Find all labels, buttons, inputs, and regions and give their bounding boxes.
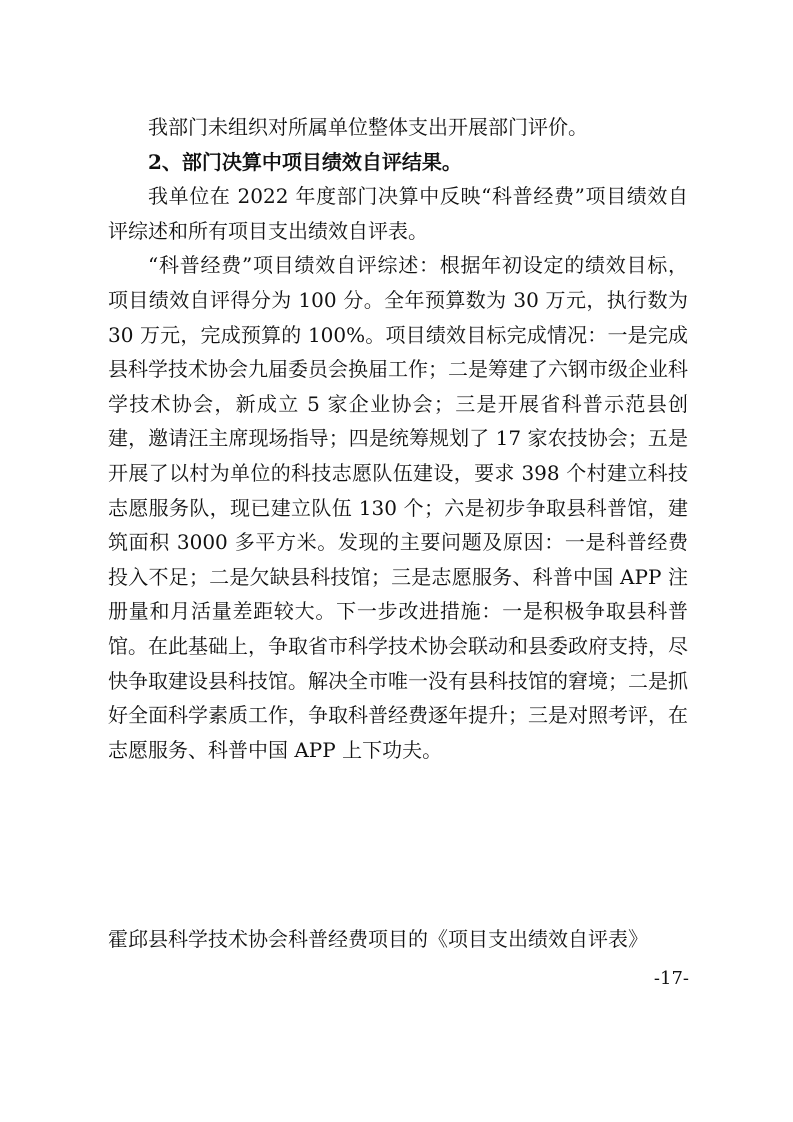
document-body xyxy=(108,110,688,767)
paragraph-summary: “科普经费”项目绩效自评综述：根据年初设定的绩效目标，项目绩效自评得分为 100 分。全年预算数为 30 万元，执行数为 30 万元，完成预算的 100%。项目绩效目标完成情况：一是完成县科学技术协会九届委员会换届工作；二是筹建了六钢市级企业科学技术协会，新成立 5 家企业协会；三是开展省科普示范县创建，邀请汪主席现场指导；四是统筹规划了 17 家农技协会；五是开展了以村为单位的科技志愿队伍建设，要求 398 个村建立科技志愿服务队，现已建立队伍 130 个；六是初步争取县科普馆，建筑面积 3000 多平方米。发现的主要问题及原因：一是科普经费投入不足；二是欠缺县科技馆；三是志愿服务、科普中国 APP 注册量和月活量差距较大。下一步改进措施：一是积极争取县科普馆。在此基础上，争取省市科学技术协会联动和县委政府支持，尽快争取建设县科技馆。解决全市唯一没有县科技馆的窘境；二是抓好全面科学素质工作，争取科普经费逐年提升；三是对照考评，在志愿服务、科普中国 APP 上下功夫。 xyxy=(108,253,688,762)
paragraph-intro: 我单位在 2022 年度部门决算中反映“科普经费”项目绩效自评综述和所有项目支出绩效自评表。 xyxy=(108,184,688,243)
page-number: -17- xyxy=(653,968,689,989)
attachment-title: 霍邱县科学技术协会科普经费项目的《项目支出绩效自评表》 xyxy=(108,927,648,951)
paragraph-evaluation-note: 我部门未组织对所属单位整体支出开展部门评价。 xyxy=(148,115,588,139)
section-heading: 2、部门决算中项目绩效自评结果。 xyxy=(148,149,462,174)
